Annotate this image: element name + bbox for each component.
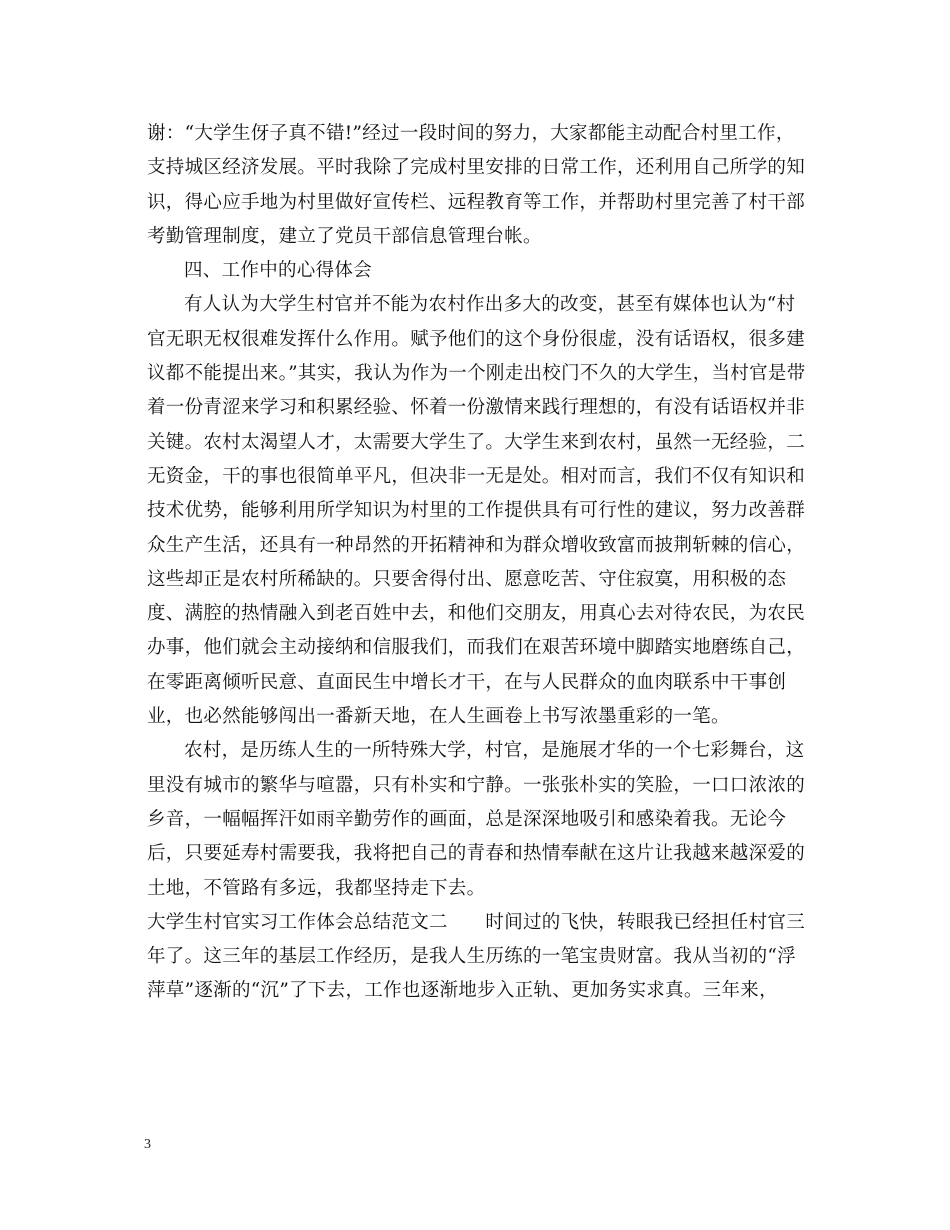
- document-body: [147, 117, 811, 1009]
- paragraph-1: 谢：“大学生伢子真不错!”经过一段时间的努力，大家都能主动配合村里工作，支持城区经济发展。平时我除了完成村里安排的日常工作，还利用自己所学的知识，得心应手地为村里做好宣传栏、远程教育等工作，并帮助村里完善了村干部考勤管理制度，建立了党员干部信息管理台帐。: [147, 123, 806, 247]
- paragraph-4: 农村，是历练人生的一所特殊大学，村官，是施展才华的一个七彩舞台，这里没有城市的繁华与喧嚣，只有朴实和宁静。一张张朴实的笑脸，一口口浓浓的乡音，一幅幅挥汗如雨辛勤劳作的画面，总是深深地吸引和感染着我。无论今后，只要延寿村需要我，我将把自己的青春和热情奉献在这片让我越来越深爱的土地，不管路有多远，我都坚持走下去。: [147, 740, 806, 899]
- page-number: 3: [144, 1137, 151, 1152]
- paragraph-5: 大学生村官实习工作体会总结范文二 时间过的飞快，转眼我已经担任村官三年了。这三年的基层工作经历，是我人生历练的一笔宝贵财富。我从当初的“浮萍草”逐渐的“沉”了下去，工作也逐渐地步入正轨、更加务实求真。三年来，: [147, 911, 806, 1002]
- paragraph-3: 有人认为大学生村官并不能为农村作出多大的改变，甚至有媒体也认为“村官无职无权很难发挥什么作用。赋予他们的这个身份很虚，没有话语权，很多建议都不能提出来。”其实，我认为作为一个刚走出校门不久的大学生，当村官是带着一份青涩来学习和积累经验、怀着一份激情来践行理想的，有没有话语权并非关键。农村太渴望人才，太需要大学生了。大学生来到农村，虽然一无经验，二无资金，干的事也很简单平凡，但决非一无是处。相对而言，我们不仅有知识和技术优势，能够利用所学知识为村里的工作提供具有可行性的建议，努力改善群众生产生活，还具有一种昂然的开拓精神和为群众增收致富而披荆斩棘的信心，这些却正是农村所稀缺的。只要舍得付出、愿意吃苦、守住寂寞，用积极的态度、满腔的热情融入到老百姓中去，和他们交朋友，用真心去对待农民，为农民办事，他们就会主动接纳和信服我们，而我们在艰苦环境中脚踏实地磨练自己，在零距离倾听民意、直面民生中增长才干，在与人民群众的血肉联系中干事创业，也必然能够闯出一番新天地，在人生画卷上书写浓墨重彩的一笔。: [147, 294, 806, 728]
- section-heading: 四、工作中的心得体会: [184, 260, 373, 282]
